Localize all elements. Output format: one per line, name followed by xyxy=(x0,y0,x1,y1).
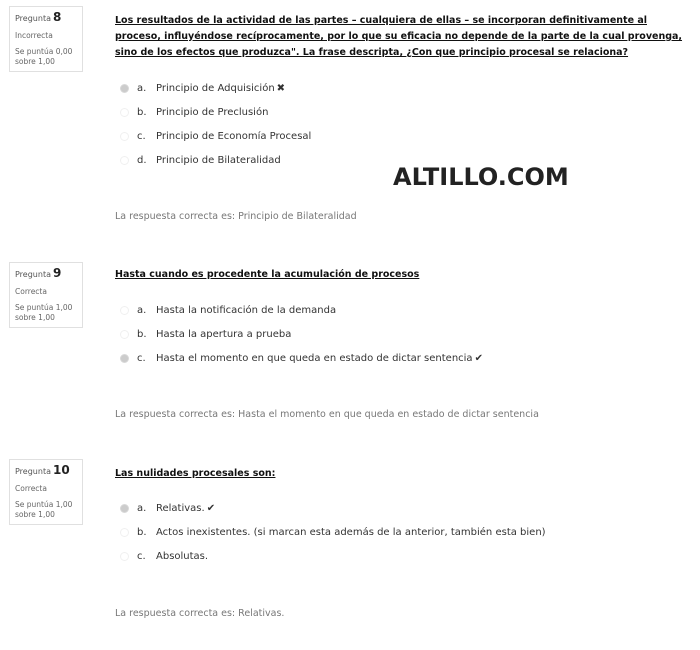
radio-button[interactable] xyxy=(120,108,129,117)
question-number: Pregunta 9 xyxy=(15,266,62,280)
radio-button[interactable] xyxy=(120,552,129,561)
watermark-logo: ALTILLO.COM xyxy=(393,163,569,191)
question-text: Hasta cuando es procedente la acumulación de procesos xyxy=(115,269,420,280)
radio-button[interactable] xyxy=(120,504,129,513)
answer-text: Hasta el momento en que queda en estado de dictar sentencia xyxy=(156,353,473,364)
radio-button[interactable] xyxy=(120,354,129,363)
question-state: Correcta xyxy=(15,287,47,296)
radio-button[interactable] xyxy=(120,306,129,315)
answer-text: Principio de Adquisición xyxy=(156,83,275,94)
answer-letter: b. xyxy=(137,329,147,340)
question-number: Pregunta 8 xyxy=(15,10,62,24)
answer-text: Relativas. xyxy=(156,503,205,514)
answer-text: Hasta la notificación de la demanda xyxy=(156,305,337,316)
answer-letter: a. xyxy=(137,83,147,94)
answer-letter: a. xyxy=(137,503,147,514)
question-text: Los resultados de la actividad de las partes – cualquiera de ellas – se incorporan definitivamente al proceso, influyéndose recíprocamente, por lo que su eficacia no depende de la parte de la cual provenga, sino de los efectos que produzca". La frase descripta, ¿Con que principio procesal se relaciona? xyxy=(115,15,683,58)
question-state: Incorrecta xyxy=(15,31,53,40)
answer-text: Absolutas. xyxy=(156,551,209,562)
answer-letter: c. xyxy=(137,353,146,364)
answer-text: Principio de Economía Procesal xyxy=(156,131,312,142)
right-answer: La respuesta correcta es: Relativas. xyxy=(115,608,285,619)
question-state: Correcta xyxy=(15,484,47,493)
answer-text: Principio de Preclusión xyxy=(156,107,269,118)
question-grade: Se puntúa 1,00 sobre 1,00 xyxy=(15,303,73,322)
answer-text: Principio de Bilateralidad xyxy=(156,155,281,166)
question-info-box xyxy=(9,262,83,328)
correct-check-icon: ✔ xyxy=(474,353,483,364)
question-grade: Se puntúa 1,00 sobre 1,00 xyxy=(15,500,73,519)
answer-letter: a. xyxy=(137,305,147,316)
correct-check-icon: ✔ xyxy=(206,503,216,514)
radio-button[interactable] xyxy=(120,528,129,537)
answer-letter: c. xyxy=(137,551,146,562)
question-text: Las nulidades procesales son: xyxy=(115,468,276,479)
answer-text: Hasta la apertura a prueba xyxy=(156,329,292,340)
radio-button[interactable] xyxy=(120,156,129,165)
answer-text: Actos inexistentes. (si marcan esta además de la anterior, también esta bien) xyxy=(156,527,546,538)
radio-button[interactable] xyxy=(120,330,129,339)
answer-letter: b. xyxy=(137,527,147,538)
right-answer: La respuesta correcta es: Hasta el momento en que queda en estado de dictar sentencia xyxy=(115,409,539,420)
answer-letter: c. xyxy=(137,131,146,142)
question-number: Pregunta 10 xyxy=(15,463,70,477)
question-info-box xyxy=(9,6,83,72)
incorrect-icon: ✖ xyxy=(276,83,286,94)
question-info-box xyxy=(9,459,83,525)
answer-letter: d. xyxy=(137,155,147,166)
radio-button[interactable] xyxy=(120,84,129,93)
right-answer: La respuesta correcta es: Principio de Bilateralidad xyxy=(115,211,357,222)
radio-button[interactable] xyxy=(120,132,129,141)
question-grade: Se puntúa 0,00 sobre 1,00 xyxy=(15,47,73,66)
answer-letter: b. xyxy=(137,107,147,118)
